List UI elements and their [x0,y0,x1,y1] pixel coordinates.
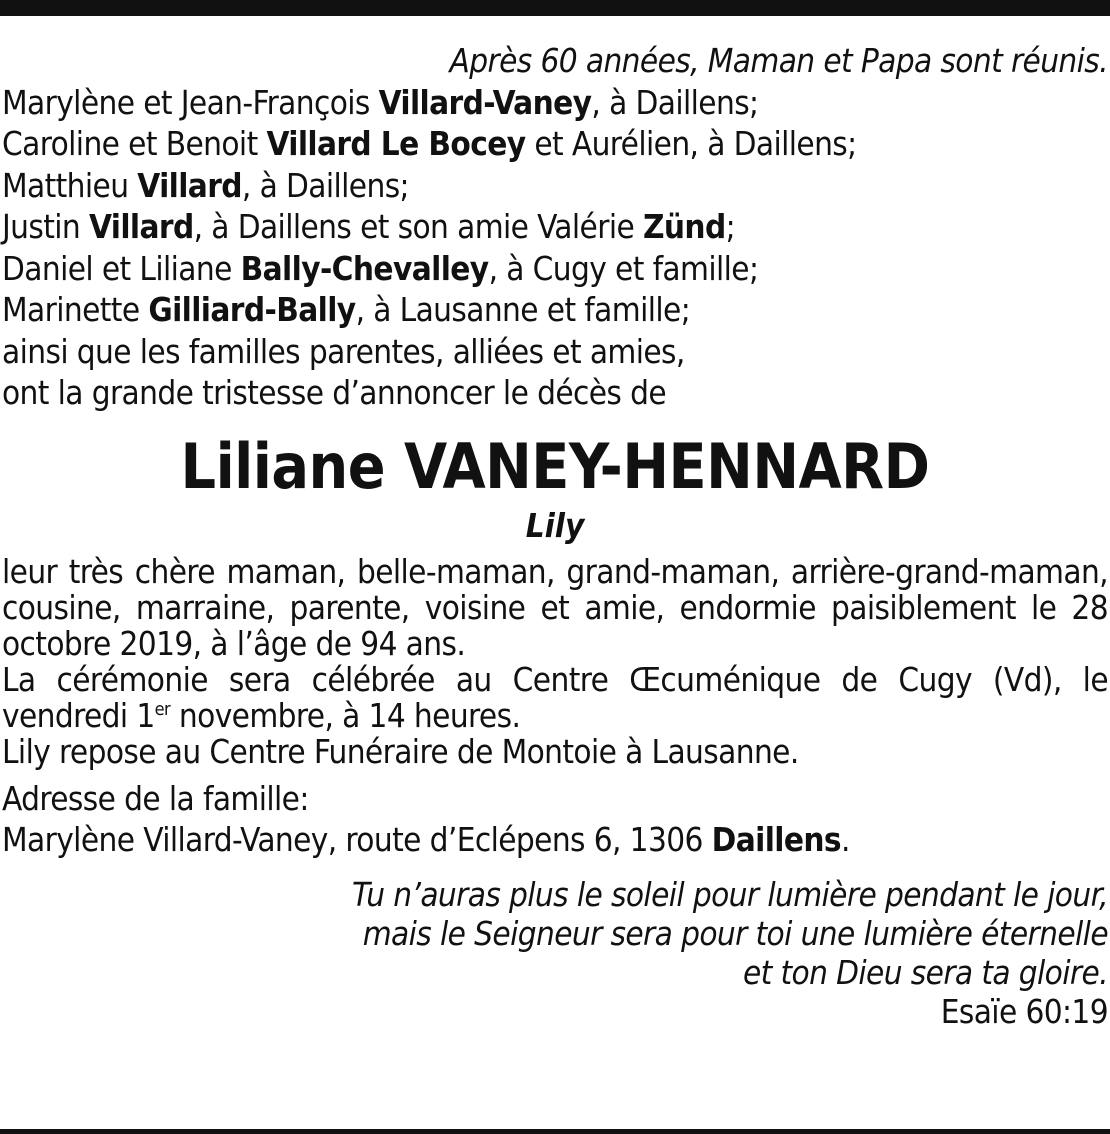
top-rule [0,0,1110,16]
family-surname: Villard Le Bocey [266,124,526,163]
family-surname: Villard [137,165,242,205]
obituary-notice [2,40,1108,1031]
address-label: Adresse de la famille: [2,778,309,818]
family-line [2,165,1108,207]
ceremony-time: novembre, à 14 heures. [170,695,521,735]
rest-paragraph: Lily repose au Centre Funéraire de Montoie à Lausanne. [2,731,799,771]
deceased-name: Liliane VANEY-HENNARD [180,429,930,503]
address-street: Marylène Villard-Vaney, route d’Eclépens 6, 1306 [2,820,712,859]
family-given-names: Marinette [2,290,149,329]
address-line [2,819,1108,861]
deceased-nickname: Lily [525,505,585,545]
description-paragraph: leur très chère maman, belle-maman, grand-maman, arrière-grand-maman, cousine, marraine, parente, voisine et amie, endormie paisiblement le 28 octobre 2019, à l’âge de 94 ans. [2,551,1108,663]
ceremony-text: La cérémonie sera célébrée au Centre Œcuménique de Cugy (Vd), le vendredi 1 [2,659,1108,735]
family-punctuation: ; [725,207,736,246]
bottom-rule [0,1129,1110,1134]
ordinal-suffix: er [154,698,171,720]
family-location: , à Lausanne et famille; [355,290,691,329]
family-given-names: Daniel et Liliane [2,248,241,288]
family-line [2,289,1108,331]
family-line [2,206,1108,248]
family-surname: Villard [88,207,194,246]
family-surname: Villard-Vaney [378,82,592,122]
verse-line: et ton Dieu sera ta gloire. [742,952,1108,992]
family-line [2,82,1108,124]
family-location: , à Daillens et son amie Valérie [193,207,643,246]
verse-reference: Esaïe 60:19 [940,991,1108,1031]
intro-line: ainsi que les familles parentes, alliées et amies, [2,331,685,371]
family-surname: Zünd [642,207,726,246]
family-location: , à Daillens; [241,165,409,205]
intro-line: ont la grande tristesse d’annoncer le décès de [2,373,667,412]
family-location: , à Cugy et famille; [488,248,759,288]
epigraph: Après 60 années, Maman et Papa sont réunis. [449,41,1108,80]
family-location: , à Daillens; [591,82,759,122]
family-surname: Bally-Chevalley [240,248,489,288]
family-given-names: Marylène et Jean-François [2,82,379,122]
family-line [2,123,1108,165]
address-town: Daillens [711,820,841,859]
family-address [2,778,1108,861]
family-given-names: Caroline et Benoit [2,124,267,163]
verse-line: Tu n’auras plus le soleil pour lumière pendant le jour, [352,874,1108,914]
address-punctuation: . [840,820,850,859]
family-surname: Gilliard-Bally [148,290,356,329]
family-given-names: Matthieu [2,165,138,205]
verse-line: mais le Seigneur sera pour toi une lumière éternelle [362,913,1108,953]
family-list [2,82,1108,414]
ceremony-paragraph [2,659,1108,735]
family-location: et Aurélien, à Daillens; [525,124,857,163]
bible-verse [2,875,1108,1031]
family-given-names: Justin [2,207,89,246]
family-line [2,248,1108,290]
